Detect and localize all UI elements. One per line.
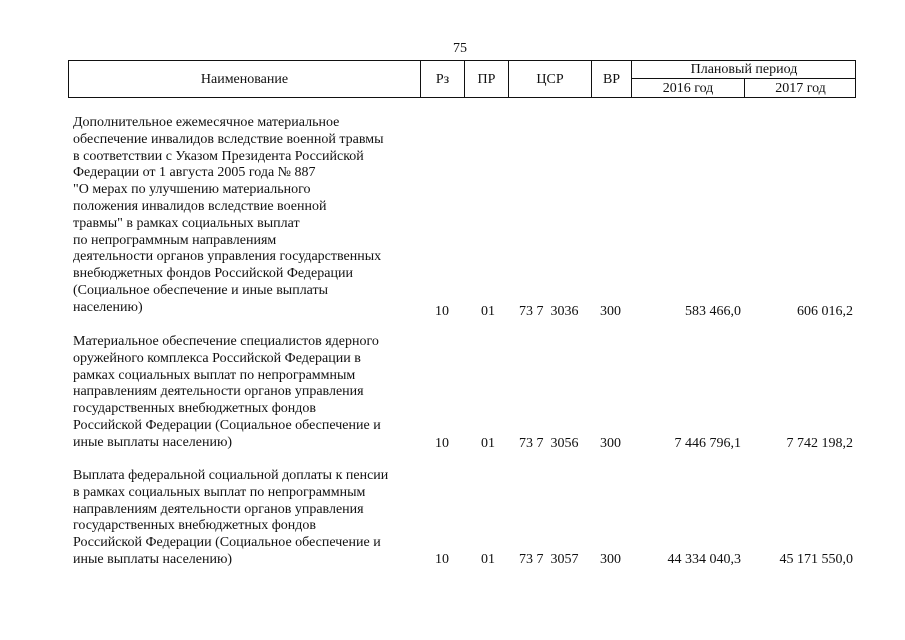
row-2016: 44 334 040,3 <box>667 552 741 567</box>
row-vr: 300 <box>600 436 621 451</box>
header-rz: Рз <box>420 60 464 98</box>
header-pr: ПР <box>464 60 508 98</box>
row-name: Выплата федеральной социальной доплаты к пенсии в рамках социальных выплат по непрограммным направлениям деятельности органов управления государственных внебюджетных фондов Российской Федерации (Социальное обеспечение и иные выплаты населению) <box>73 468 389 567</box>
row-2016: 7 446 796,1 <box>674 436 741 451</box>
row-2016: 583 466,0 <box>685 304 741 319</box>
row-2017: 7 742 198,2 <box>786 436 853 451</box>
table-row <box>73 334 856 459</box>
row-name: Материальное обеспечение специалистов ядерного оружейного комплекса Российской Федерации в рамках социальных выплат по непрограммным направлениям деятельности органов управления государственных внебюджетных фондов Российской Федерации (Социальное обеспечение и иные выплаты населению) <box>73 334 381 450</box>
row-name: Дополнительное ежемесячное материальное обеспечение инвалидов вследствие военной травмы в соответствии с Указом Президента Российской Федерации от 1 августа 2005 года № 887 "О мерах по улучшению материального положения инвалидов вследствие военной травмы" в рамках социальных выплат по непрограммным направлениям деятельности органов управления государственных внебюджетных фондов Российской Федерации (Социальное обеспечение и иные выплаты населению) <box>73 115 384 315</box>
row-pr: 01 <box>481 552 495 567</box>
table-row <box>73 115 856 325</box>
table-row <box>73 468 856 573</box>
row-pr: 01 <box>481 304 495 319</box>
row-csr: 73 7 3056 <box>519 436 579 451</box>
row-vr: 300 <box>600 304 621 319</box>
row-rz: 10 <box>435 304 449 319</box>
header-vr: ВР <box>591 60 631 98</box>
row-csr: 73 7 3057 <box>519 552 579 567</box>
row-rz: 10 <box>435 436 449 451</box>
header-year-2016: 2016 год <box>631 78 744 98</box>
header-csr: ЦСР <box>508 60 591 98</box>
row-2017: 45 171 550,0 <box>779 552 853 567</box>
row-vr: 300 <box>600 552 621 567</box>
row-csr: 73 7 3036 <box>519 304 579 319</box>
header-year-2017: 2017 год <box>744 78 856 98</box>
row-pr: 01 <box>481 436 495 451</box>
page-number: 75 <box>453 41 467 56</box>
row-2017: 606 016,2 <box>797 304 853 319</box>
header-name: Наименование <box>68 60 420 98</box>
header-planned-period: Плановый период <box>631 60 856 78</box>
table-header <box>68 60 856 98</box>
row-rz: 10 <box>435 552 449 567</box>
